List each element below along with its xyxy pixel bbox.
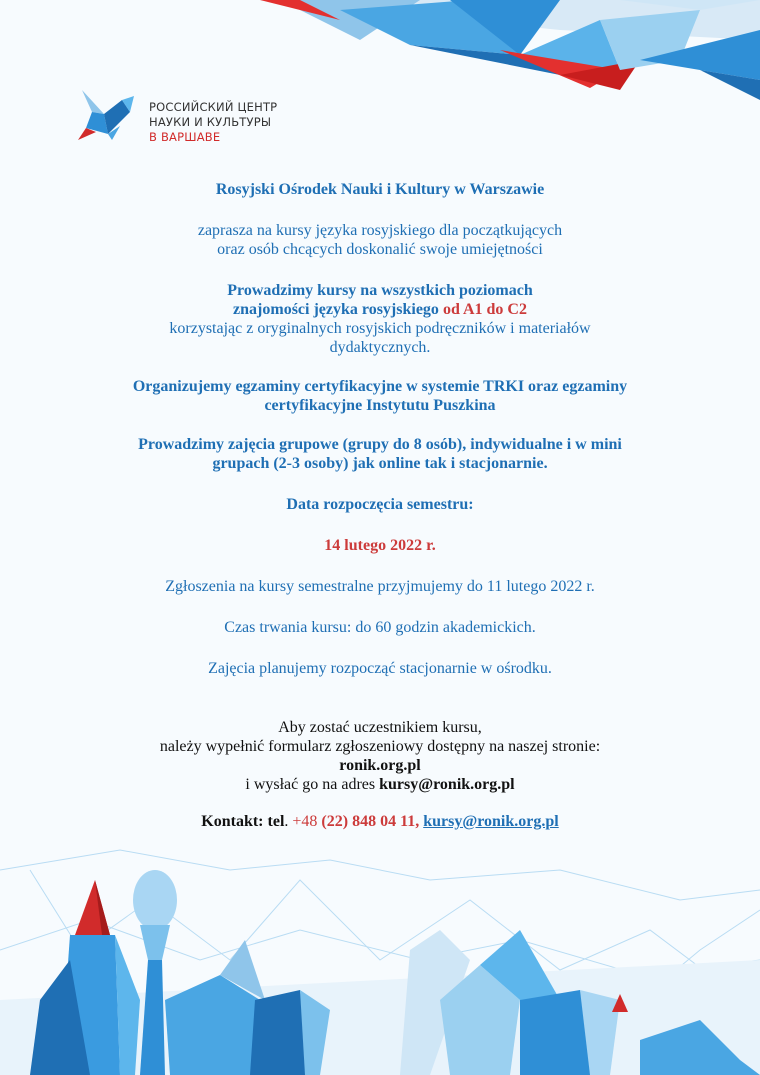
signup-email[interactable]: kursy@ronik.org.pl <box>379 776 515 793</box>
duration-info: Czas trwania kursu: do 60 godzin akademickich. <box>224 619 536 636</box>
contact-dot: . <box>284 813 293 830</box>
exams-text <box>60 377 700 415</box>
exams-line-2: certyfikacyjne Instytutu Puszkina <box>264 397 496 414</box>
invite-line-1: zaprasza na kursy języka rosyjskiego dla początkujących <box>197 222 563 239</box>
signup-line-1: Aby zostać uczestnikiem kursu, <box>278 719 482 736</box>
logo-text <box>149 100 277 145</box>
semester-date: 14 lutego 2022 r. <box>324 537 436 554</box>
signup-line-3 <box>60 775 700 794</box>
levels-range: od A1 do C2 <box>442 301 527 318</box>
classes-text <box>60 435 700 473</box>
signup-line-2: należy wypełnić formularz zgłoszeniowy dostępny na naszej stronie: <box>159 738 601 755</box>
levels-line-1: Prowadzimy kursy na wszystkich poziomach <box>227 282 533 299</box>
registration-info: Zgłoszenia na kursy semestralne przyjmujemy do 11 lutego 2022 r. <box>165 578 595 595</box>
levels-line-3: korzystając z oryginalnych rosyjskich podręczników i materiałów <box>169 320 591 337</box>
semester-label: Data rozpoczęcia semestru: <box>286 496 474 513</box>
signup-line-3-text: i wysłać go na adres <box>245 776 380 793</box>
contact-label: Kontakt: tel <box>201 813 285 830</box>
signup-site-link[interactable]: ronik.org.pl <box>339 757 421 774</box>
levels-line-4: dydaktycznych. <box>329 339 431 356</box>
contact-phone-code: +48 <box>292 813 322 830</box>
contact-email-link[interactable]: kursy@ronik.org.pl <box>423 813 559 830</box>
levels-text <box>60 281 700 357</box>
contact-separator: , <box>415 813 424 830</box>
levels-line-2 <box>60 300 700 319</box>
signup-text <box>60 718 700 794</box>
classes-line-2: grupach (2-3 osoby) jak online tak i stacjonarnie. <box>212 455 548 472</box>
invite-text <box>60 221 700 259</box>
logo <box>72 82 312 152</box>
flyer-content <box>60 180 700 831</box>
classes-line-1: Prowadzimy zajęcia grupowe (grupy do 8 osób), indywidualne i w mini <box>138 436 622 453</box>
exams-line-1: Organizujemy egzaminy certyfikacyjne w systemie TRKI oraz egzaminy <box>132 378 628 395</box>
plan-info: Zajęcia planujemy rozpocząć stacjonarnie w ośrodku. <box>208 660 552 677</box>
levels-line-2-text: znajomości języka rosyjskiego <box>233 301 443 318</box>
logo-line-1: РОССИЙСКИЙ ЦЕНТР <box>149 100 278 114</box>
contact-phone[interactable]: (22) 848 04 11 <box>321 813 416 830</box>
dove-icon <box>72 82 144 144</box>
contact-line <box>60 812 700 831</box>
logo-line-2: НАУКИ И КУЛЬТУРЫ <box>149 115 272 129</box>
invite-line-2: oraz osób chcących doskonalić swoje umiejętności <box>217 241 543 258</box>
logo-line-3: В ВАРШАВЕ <box>149 130 221 144</box>
heading: Rosyjski Ośrodek Nauki i Kultury w Warszawie <box>215 181 545 198</box>
